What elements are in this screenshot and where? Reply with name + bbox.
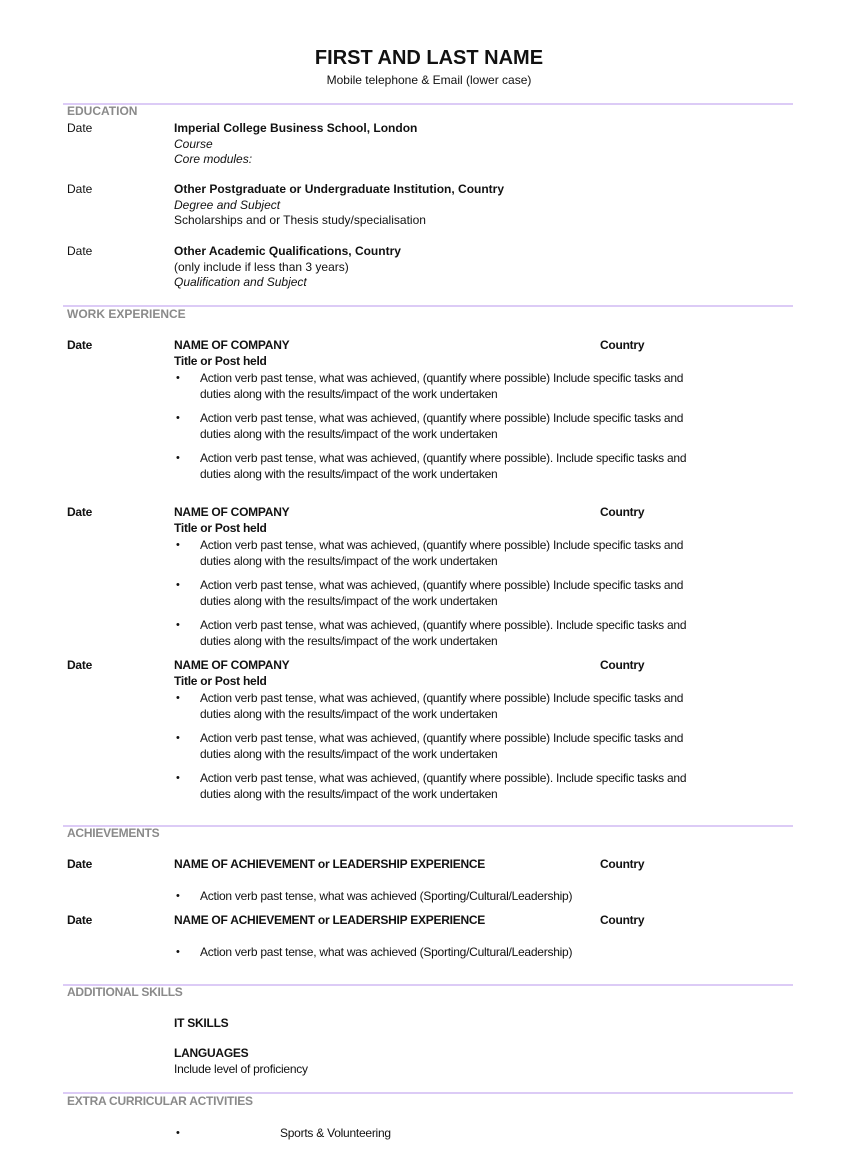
bullet-text-line: Action verb past tense, what was achieved, (quantify where possible) Include specific tasks and: [200, 411, 684, 425]
job-date: Date: [67, 505, 93, 519]
achievement-date: Date: [67, 913, 93, 927]
bullet-icon: •: [176, 946, 180, 958]
languages-note: Include level of proficiency: [174, 1062, 308, 1076]
company-name: NAME OF COMPANY: [174, 505, 290, 519]
education-line: Scholarships and or Thesis study/specialisation: [174, 213, 426, 227]
achievement-bullet-text: Action verb past tense, what was achieved (Sporting/Cultural/Leadership): [200, 945, 573, 959]
company-name: NAME OF COMPANY: [174, 658, 290, 672]
job-country: Country: [600, 505, 645, 519]
candidate-name: FIRST AND LAST NAME: [314, 47, 544, 69]
bullet-text-line: duties along with the results/impact of the work undertaken: [200, 747, 498, 761]
job-title: Title or Post held: [174, 521, 267, 535]
bullet-icon: •: [176, 732, 180, 744]
bullet-icon: •: [176, 372, 180, 384]
contact-line: Mobile telephone & Email (lower case): [326, 73, 532, 87]
education-line: Other Postgraduate or Undergraduate Institution, Country: [174, 182, 505, 196]
bullet-text-line: duties along with the results/impact of the work undertaken: [200, 787, 498, 801]
bullet-text-line: Action verb past tense, what was achieved, (quantify where possible) Include specific tasks and: [200, 691, 684, 705]
languages-label: LANGUAGES: [174, 1046, 249, 1060]
bullet-icon: •: [176, 412, 180, 424]
education-date: Date: [67, 121, 93, 135]
achievement-country: Country: [600, 913, 645, 927]
bullet-text-line: Action verb past tense, what was achieved, (quantify where possible) Include specific tasks and: [200, 538, 684, 552]
section-heading-achievements: ACHIEVEMENTS: [67, 826, 160, 840]
bullet-icon: •: [176, 772, 180, 784]
achievement-country: Country: [600, 857, 645, 871]
bullet-text-line: duties along with the results/impact of the work undertaken: [200, 707, 498, 721]
bullet-text-line: Action verb past tense, what was achieved, (quantify where possible). Include specific tasks and: [200, 618, 687, 632]
job-date: Date: [67, 338, 93, 352]
section-heading-education: EDUCATION: [67, 104, 138, 118]
section-divider: [63, 825, 793, 827]
bullet-text-line: duties along with the results/impact of the work undertaken: [200, 467, 498, 481]
achievement-name: NAME OF ACHIEVEMENT or LEADERSHIP EXPERIENCE: [174, 857, 486, 871]
it-skills-label: IT SKILLS: [174, 1016, 229, 1030]
education-date: Date: [67, 244, 93, 258]
job-title: Title or Post held: [174, 674, 267, 688]
bullet-icon: •: [176, 619, 180, 631]
bullet-icon: •: [176, 539, 180, 551]
bullet-text-line: duties along with the results/impact of the work undertaken: [200, 594, 498, 608]
education-line: Imperial College Business School, London: [174, 121, 418, 135]
bullet-text-line: duties along with the results/impact of the work undertaken: [200, 387, 498, 401]
job-date: Date: [67, 658, 93, 672]
education-line: Qualification and Subject: [174, 275, 307, 289]
job-country: Country: [600, 658, 645, 672]
achievement-bullet-text: Action verb past tense, what was achieved (Sporting/Cultural/Leadership): [200, 889, 573, 903]
section-heading-work-experience: WORK EXPERIENCE: [67, 307, 186, 321]
bullet-text-line: Action verb past tense, what was achieved, (quantify where possible). Include specific tasks and: [200, 771, 687, 785]
section-heading-additional-skills: ADDITIONAL SKILLS: [67, 985, 183, 999]
bullet-icon: •: [176, 1127, 180, 1139]
education-line: (only include if less than 3 years): [174, 259, 349, 274]
job-title: Title or Post held: [174, 354, 267, 368]
bullet-text-line: Action verb past tense, what was achieved, (quantify where possible) Include specific tasks and: [200, 578, 684, 592]
education-line: Other Academic Qualifications, Country: [174, 244, 401, 258]
bullet-text-line: Action verb past tense, what was achieved, (quantify where possible). Include specific tasks and: [200, 451, 687, 465]
job-country: Country: [600, 338, 645, 352]
bullet-text-line: duties along with the results/impact of the work undertaken: [200, 634, 498, 648]
achievement-date: Date: [67, 857, 93, 871]
bullet-text-line: Action verb past tense, what was achieved, (quantify where possible) Include specific tasks and: [200, 371, 684, 385]
bullet-text-line: Action verb past tense, what was achieved, (quantify where possible) Include specific tasks and: [200, 731, 684, 745]
section-divider: [63, 103, 793, 105]
bullet-icon: •: [176, 452, 180, 464]
activity-item: Sports & Volunteering: [280, 1126, 391, 1140]
education-line: Degree and Subject: [174, 197, 281, 212]
education-line: Course: [174, 136, 213, 151]
bullet-text-line: duties along with the results/impact of the work undertaken: [200, 554, 498, 568]
achievement-name: NAME OF ACHIEVEMENT or LEADERSHIP EXPERIENCE: [174, 913, 486, 927]
section-heading-extra-curricular: EXTRA CURRICULAR ACTIVITIES: [67, 1094, 253, 1108]
education-date: Date: [67, 182, 93, 196]
bullet-text-line: duties along with the results/impact of the work undertaken: [200, 427, 498, 441]
education-line: Core modules:: [174, 152, 253, 166]
company-name: NAME OF COMPANY: [174, 338, 290, 352]
bullet-icon: •: [176, 579, 180, 591]
bullet-icon: •: [176, 890, 180, 902]
bullet-icon: •: [176, 692, 180, 704]
